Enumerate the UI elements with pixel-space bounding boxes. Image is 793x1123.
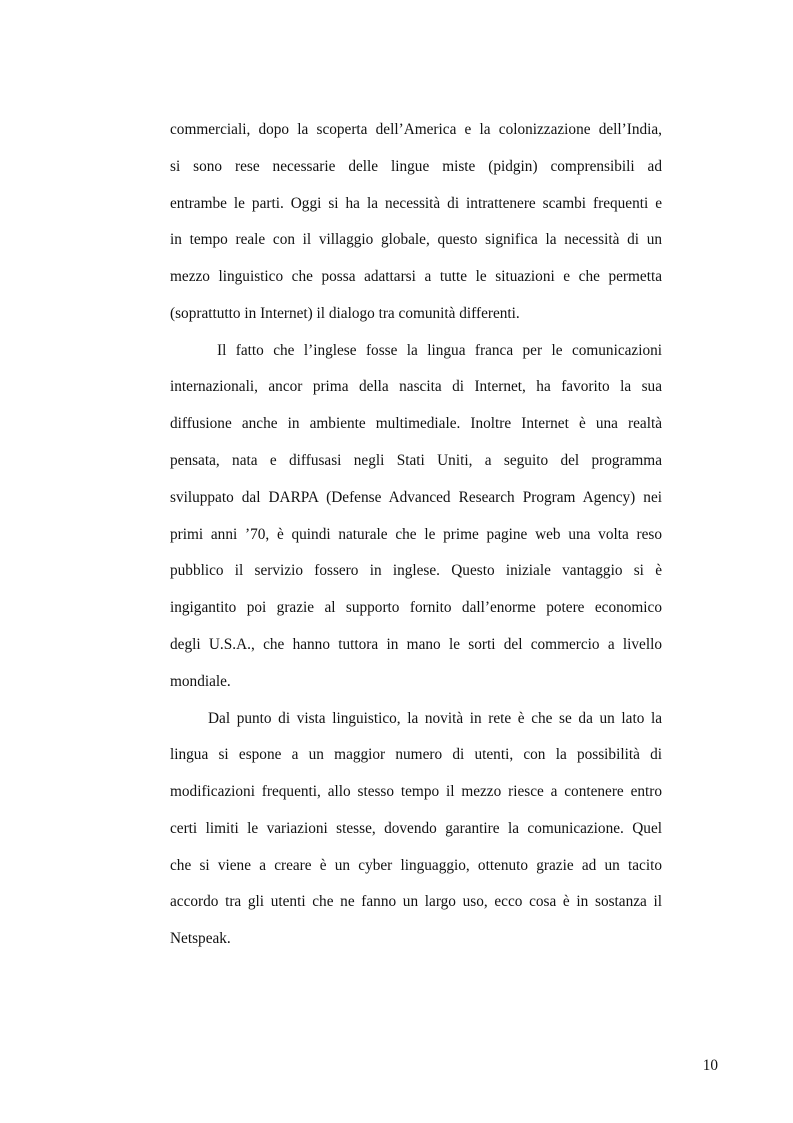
text-line: mezzo linguistico che possa adattarsi a tutte le situazioni e che permetta	[170, 268, 662, 285]
text-line: internazionali, ancor prima della nascita di Internet, ha favorito la sua	[170, 378, 662, 395]
text-line: degli U.S.A., che hanno tuttora in mano le sorti del commercio a livello	[170, 636, 662, 653]
text-line: (soprattutto in Internet) il dialogo tra comunità differenti.	[170, 305, 520, 322]
text-line: ingigantito poi grazie al supporto fornito dall’enorme potere economico	[170, 599, 662, 616]
text-line: certi limiti le variazioni stesse, dovendo garantire la comunicazione. Quel	[170, 820, 662, 837]
text-line: Netspeak.	[170, 930, 231, 947]
text-line: commerciali, dopo la scoperta dell’America e la colonizzazione dell’India,	[170, 121, 662, 138]
page-number: 10	[702, 1057, 718, 1074]
text-line: diffusione anche in ambiente multimediale. Inoltre Internet è una realtà	[170, 415, 662, 432]
text-line: primi anni ’70, è quindi naturale che le prime pagine web una volta reso	[170, 526, 662, 543]
text-line: sviluppato dal DARPA (Defense Advanced Research Program Agency) nei	[170, 489, 662, 506]
text-line: mondiale.	[170, 673, 231, 690]
text-line: pensata, nata e diffusasi negli Stati Uniti, a seguito del programma	[170, 452, 662, 469]
text-line: si sono rese necessarie delle lingue miste (pidgin) comprensibili ad	[170, 158, 662, 175]
paragraph-first-line: Dal punto di vista linguistico, la novità in rete è che se da un lato la	[208, 710, 662, 727]
text-line: pubblico il servizio fossero in inglese. Questo iniziale vantaggio si è	[170, 562, 662, 579]
text-line: in tempo reale con il villaggio globale, questo significa la necessità di un	[170, 231, 662, 248]
paragraph-first-line: Il fatto che l’inglese fosse la lingua franca per le comunicazioni	[217, 342, 662, 359]
text-line: lingua si espone a un maggior numero di utenti, con la possibilità di	[170, 746, 662, 763]
text-line: entrambe le parti. Oggi si ha la necessità di intrattenere scambi frequenti e	[170, 195, 662, 212]
text-line: accordo tra gli utenti che ne fanno un largo uso, ecco cosa è in sostanza il	[170, 893, 662, 910]
text-line: che si viene a creare è un cyber linguaggio, ottenuto grazie ad un tacito	[170, 857, 662, 874]
text-line: modificazioni frequenti, allo stesso tempo il mezzo riesce a contenere entro	[170, 783, 662, 800]
